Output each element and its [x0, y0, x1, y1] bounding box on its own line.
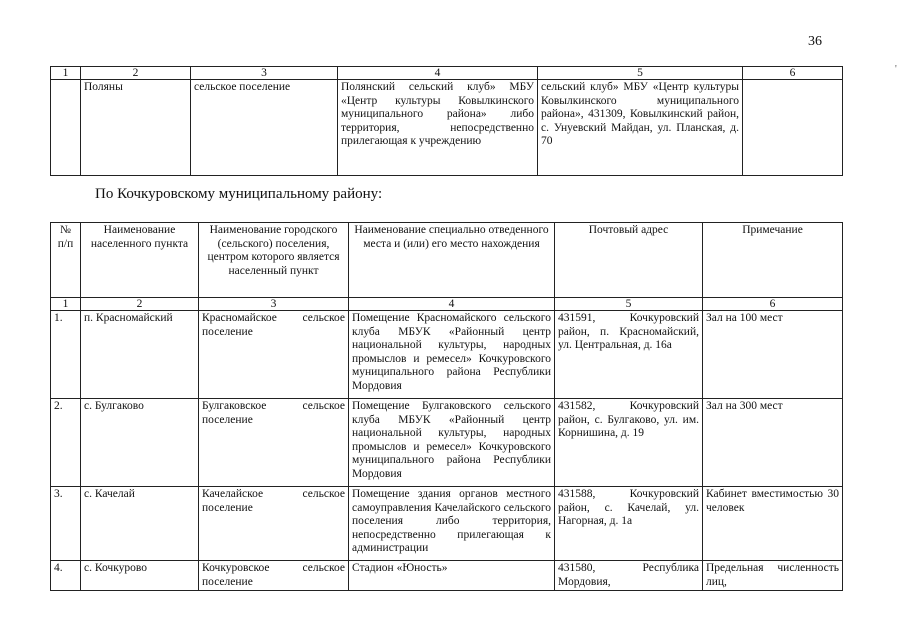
settlement-cell: с. Кочкурово [81, 561, 199, 591]
table-row [51, 80, 843, 176]
settlements-table [50, 222, 843, 591]
margin-mark: ' [895, 64, 897, 75]
column-number: 1 [51, 298, 81, 311]
address-cell: 431580, Республика Мордовия, [555, 561, 703, 591]
note-cell: Зал на 100 мест [703, 311, 843, 399]
municipality-cell: Качелайское сельское поселение [199, 487, 349, 561]
column-number: 2 [81, 298, 199, 311]
row-number-cell: 2. [51, 399, 81, 487]
table-row [51, 487, 843, 561]
header-settlement: Наименование населенного пункта [81, 223, 199, 298]
column-number: 2 [81, 67, 191, 80]
column-number: 1 [51, 67, 81, 80]
top-table [50, 66, 843, 176]
row-number-cell [51, 80, 81, 176]
settlement-cell: с. Булгаково [81, 399, 199, 487]
column-number: 3 [199, 298, 349, 311]
header-number: № п/п [51, 223, 81, 298]
header-place: Наименование специально отведенного места и (или) его место нахождения [349, 223, 555, 298]
address-cell: 431591, Кочкуровский район, п. Красномайский, ул. Центральная, д. 16а [555, 311, 703, 399]
place-cell: Помещение Красномайского сельского клуба МБУК «Районный центр национальной культуры, народных промыслов и ремесел» Кочкуровского муниципального района Республики Мордовия [349, 311, 555, 399]
address-cell: 431588, Кочкуровский район, с. Качелай, ул. Нагорная, д. 1а [555, 487, 703, 561]
column-number: 6 [703, 298, 843, 311]
address-cell: 431582, Кочкуровский район, с. Булгаково, ул. им. Корнишина, д. 19 [555, 399, 703, 487]
municipality-cell: Красномайское сельское поселение [199, 311, 349, 399]
place-cell: Стадион «Юность» [349, 561, 555, 591]
header-address: Почтовый адрес [555, 223, 703, 298]
row-number-cell: 4. [51, 561, 81, 591]
address-cell: сельский клуб» МБУ «Центр культуры Ковылкинского муниципального района», 431309, Ковылкинский район, с. Унуевский Майдан, ул. Планская, д. 70 [538, 80, 743, 176]
table-row [51, 561, 843, 591]
note-cell: Предельная численность лиц, [703, 561, 843, 591]
column-number: 5 [538, 67, 743, 80]
column-number: 6 [743, 67, 843, 80]
header-note: Примечание [703, 223, 843, 298]
municipality-cell: сельское поселение [191, 80, 338, 176]
column-number: 4 [338, 67, 538, 80]
table-row [51, 311, 843, 399]
row-number-cell: 1. [51, 311, 81, 399]
place-cell: Полянский сельский клуб» МБУ «Центр культуры Ковылкинского муниципального района» либо территория, непосредственно прилегающая к учреждению [338, 80, 538, 176]
section-heading: По Кочкуровскому муниципальному району: [95, 186, 383, 202]
settlement-cell: с. Качелай [81, 487, 199, 561]
column-number-row [51, 298, 843, 311]
place-cell: Помещение здания органов местного самоуправления Качелайского сельского поселения либо территория, непосредственно прилегающая к администрации [349, 487, 555, 561]
row-number-cell: 3. [51, 487, 81, 561]
header-row [51, 223, 843, 298]
column-number: 3 [191, 67, 338, 80]
column-number: 5 [555, 298, 703, 311]
page-number: 36 [808, 34, 822, 49]
settlement-cell: п. Красномайский [81, 311, 199, 399]
note-cell [743, 80, 843, 176]
municipality-cell: Кочкуровское сельское поселение [199, 561, 349, 591]
municipality-cell: Булгаковское сельское поселение [199, 399, 349, 487]
place-cell: Помещение Булгаковского сельского клуба МБУК «Районный центр национальной культуры, народных промыслов и ремесел» Кочкуровского муниципального района Республики Мордовия [349, 399, 555, 487]
note-cell: Зал на 300 мест [703, 399, 843, 487]
header-municipality: Наименование городского (сельского) поселения, центром которого является населенный пункт [199, 223, 349, 298]
settlement-cell: Поляны [81, 80, 191, 176]
note-cell: Кабинет вместимостью 30 человек [703, 487, 843, 561]
table-row [51, 399, 843, 487]
column-number-row [51, 67, 843, 80]
column-number: 4 [349, 298, 555, 311]
